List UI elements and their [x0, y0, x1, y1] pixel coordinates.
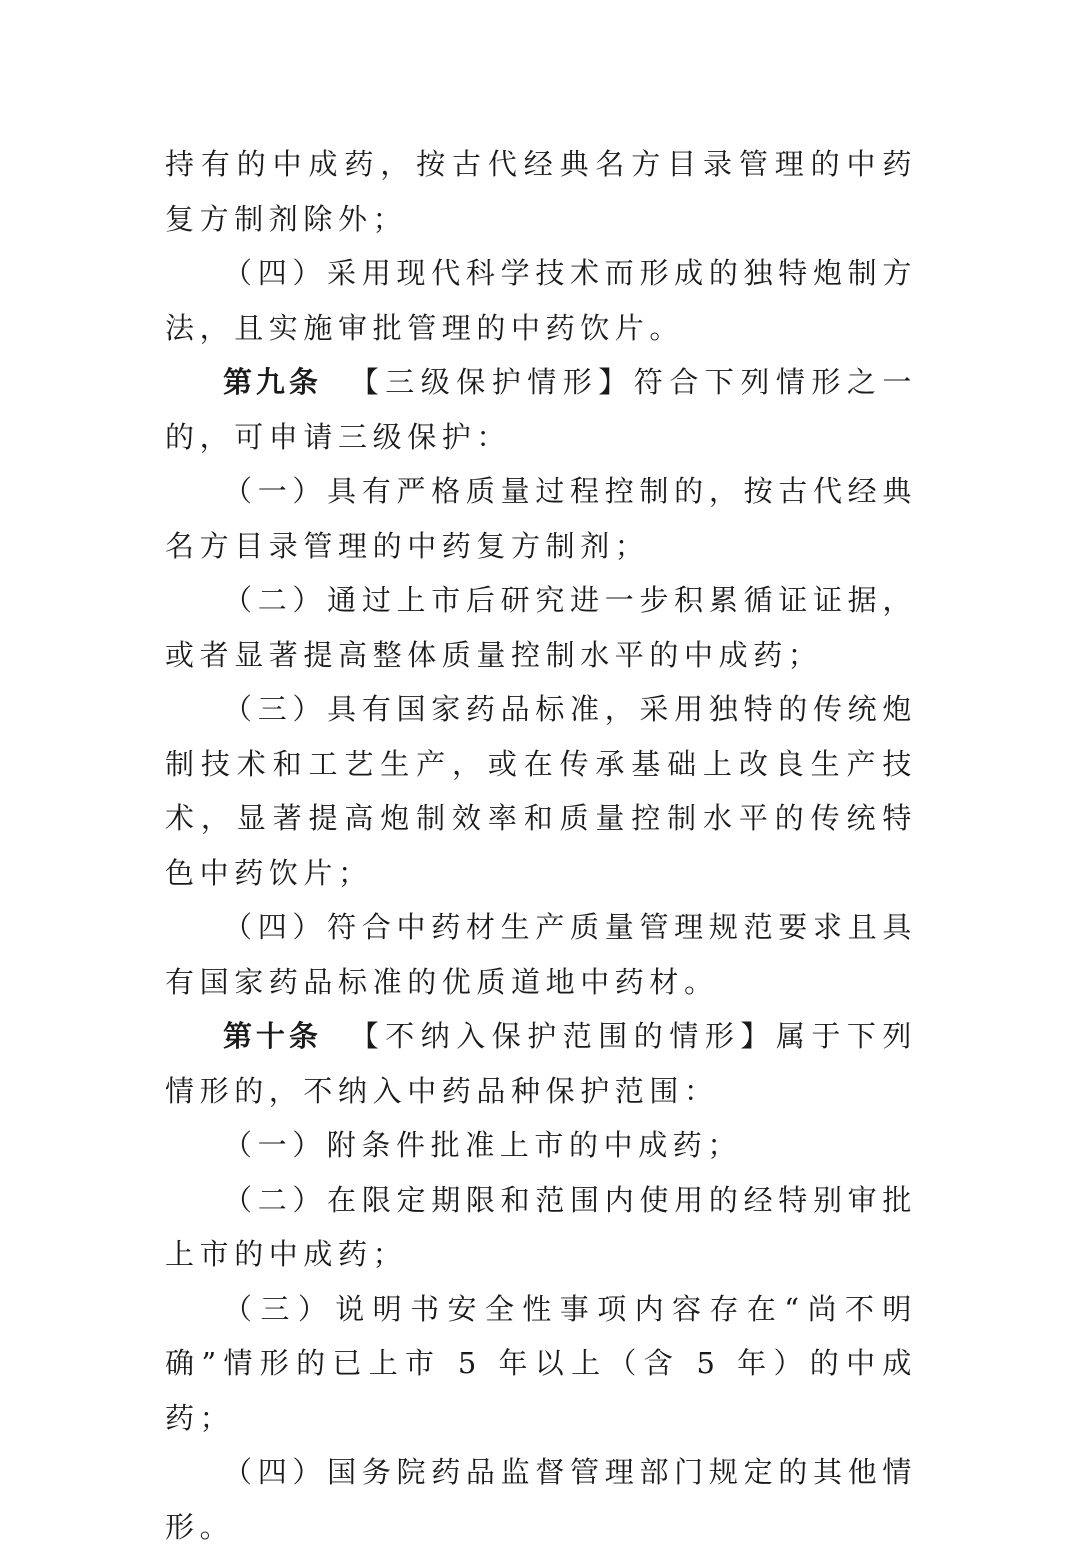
paragraph-item	[165, 573, 917, 682]
paragraph-item	[165, 900, 917, 1009]
paragraph-text: 持有的中成药，按古代经典名方目录管理的中药复方制剂除外；	[165, 147, 917, 236]
paragraph-item	[165, 1282, 917, 1446]
paragraph-continuation	[165, 137, 917, 246]
paragraph-item	[165, 246, 917, 355]
paragraph-text: （三）说明书安全性事项内容存在“尚不明确”情形的已上市 5 年以上（含 5 年）的中成药；	[165, 1291, 917, 1435]
article-number: 第九条	[223, 365, 322, 399]
paragraph-item	[165, 1445, 917, 1554]
paragraph-text: （三）具有国家药品标准，采用独特的传统炮制技术和工艺生产，或在传承基础上改良生产技术，显著提高炮制效率和质量控制水平的传统特色中药饮片；	[165, 692, 917, 890]
article-number: 第十条	[223, 1019, 322, 1053]
paragraph-text: （二）通过上市后研究进一步积累循证证据，或者显著提高整体质量控制水平的中成药；	[165, 583, 917, 672]
paragraph-text: 【三级保护情形】符合下列情形之一的，可申请三级保护：	[165, 365, 917, 454]
paragraph-text: （四）国务院药品监督管理部门规定的其他情形。	[165, 1455, 917, 1544]
paragraph-text: （四）采用现代科学技术而形成的独特炮制方法，且实施审批管理的中药饮片。	[165, 256, 917, 345]
paragraph-item	[165, 1118, 917, 1173]
paragraph-text: （一）具有严格质量过程控制的，按古代经典名方目录管理的中药复方制剂；	[165, 474, 917, 563]
article-ten	[165, 1009, 917, 1118]
paragraph-item	[165, 682, 917, 900]
paragraph-text: （四）符合中药材生产质量管理规范要求且具有国家药品标准的优质道地中药材。	[165, 910, 917, 999]
paragraph-text: （一）附条件批准上市的中成药；	[223, 1128, 743, 1162]
paragraph-item	[165, 1173, 917, 1282]
document-page	[165, 137, 917, 1554]
paragraph-text: 【不纳入保护范围的情形】属于下列情形的，不纳入中药品种保护范围：	[165, 1019, 917, 1108]
paragraph-item	[165, 464, 917, 573]
article-nine	[165, 355, 917, 464]
paragraph-text: （二）在限定期限和范围内使用的经特别审批上市的中成药；	[165, 1182, 917, 1271]
